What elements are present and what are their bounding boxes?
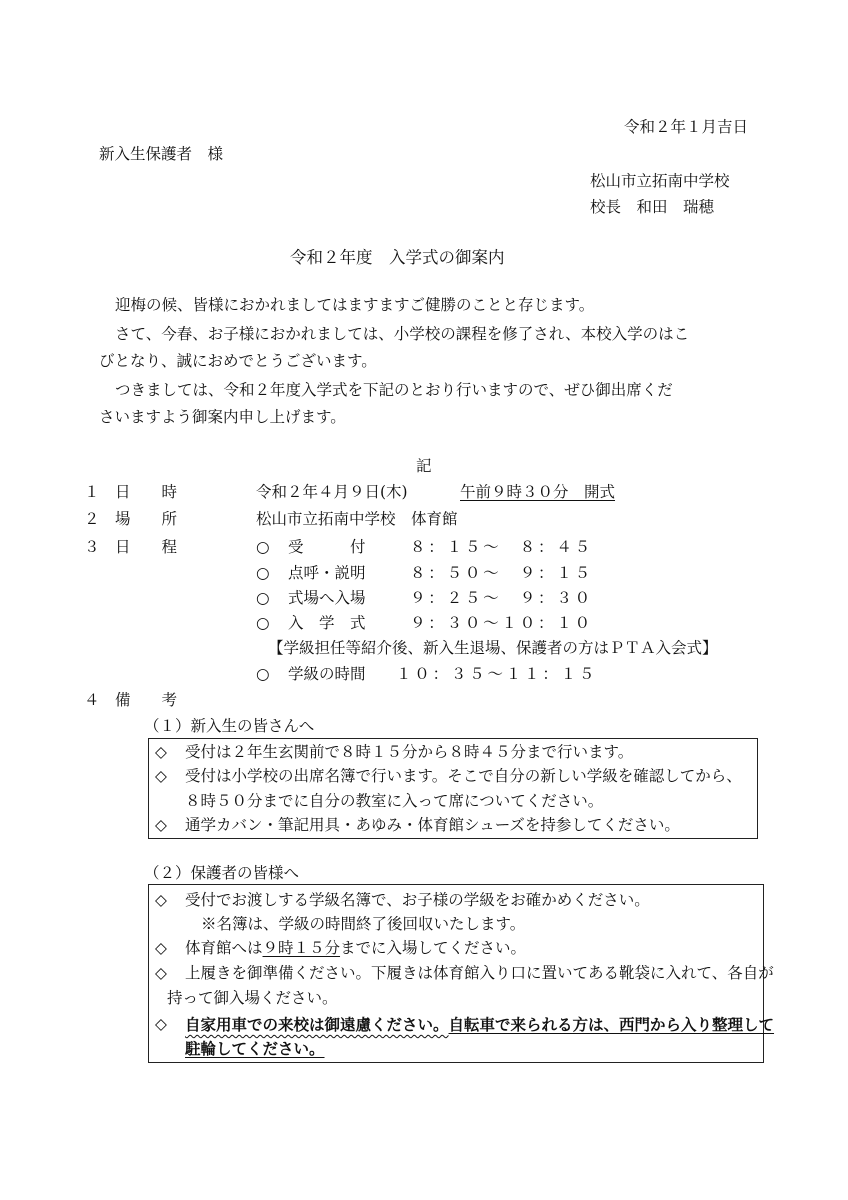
body-line-3: びとなり、誠におめでとうございます。 <box>99 352 377 370</box>
bicycle-notice: 自転車で来られる方は、西門から入り整理して <box>448 1015 775 1034</box>
schedule-mark: ○ <box>256 665 270 683</box>
item-label-place: 場 所 <box>115 510 178 528</box>
ceremony-date: 令和２年４月９日(木) <box>256 483 408 501</box>
schedule-name: 入 学 式 <box>288 614 366 632</box>
entry-time: ９時１５分 <box>262 939 341 957</box>
no-car-notice: 自家用車での来校は御遠慮ください。 <box>185 1015 449 1034</box>
recipient: 新入生保護者 様 <box>99 145 224 163</box>
diamond-bullet: ◇ <box>155 767 167 785</box>
document-date: 令和２年１月吉日 <box>624 118 749 136</box>
diamond-bullet: ◇ <box>155 816 167 834</box>
diamond-bullet: ◇ <box>155 891 167 909</box>
parking-notice <box>185 1017 774 1033</box>
schedule-time: ９：３０～１０：１０ <box>410 614 593 632</box>
diamond-bullet: ◇ <box>155 964 167 982</box>
item-label-datetime: 日 時 <box>115 483 178 501</box>
schedule-time: ８：５０～ ９：１５ <box>410 564 593 582</box>
schedule-note: 【学級担任等紹介後、新入生退場、保護者の方はＰＴＡ入会式】 <box>268 639 718 657</box>
section2-heading: （２）保護者の皆様へ <box>144 864 300 882</box>
schedule-name: 点呼・説明 <box>288 564 366 582</box>
item-number-3: ３ <box>84 538 100 556</box>
document-title: 令和２年度 入学式の御案内 <box>290 248 505 267</box>
item-number-2: ２ <box>84 510 100 528</box>
schedule-mark: ○ <box>256 589 270 607</box>
section1-line: ８時５０分までに自分の教室に入って席についてください。 <box>185 792 604 810</box>
schedule-name: 受 付 <box>288 538 366 556</box>
body-line-4: つきましては、令和２年度入学式を下記のとおり行いますので、ぜひ御出席くだ <box>115 381 673 399</box>
ceremony-place: 松山市立拓南中学校 体育館 <box>256 510 458 528</box>
body-line-1: 迎梅の候、皆様におかれましてはますますご健勝のことと存じます。 <box>115 296 595 314</box>
diamond-bullet: ◇ <box>155 743 167 761</box>
item-number-1: １ <box>84 483 100 501</box>
section1-line: 受付は２年生玄関前で８時１５分から８時４５分まで行います。 <box>185 743 634 761</box>
body-line-2: さて、今春、お子様におかれましては、小学校の課程を修了され、本校入学のはこ <box>115 325 690 343</box>
item-number-4: ４ <box>84 691 100 709</box>
section2-line: 受付でお渡しする学級名簿で、お子様の学級をお確かめください。 <box>185 891 650 909</box>
roster-note: ※名簿は、学級の時間終了後回収いたします。 <box>201 915 526 933</box>
section1-heading: （１）新入生の皆さんへ <box>144 717 315 735</box>
text-segment: までに入場してください。 <box>340 939 527 957</box>
schedule-time: ９：２５～ ９：３０ <box>410 589 593 607</box>
schedule-time: ８：１５～ ８：４５ <box>410 538 593 556</box>
section1-box <box>148 738 758 839</box>
item-label-remarks: 備 考 <box>115 691 178 709</box>
section2-line <box>185 941 526 957</box>
schedule-mark: ○ <box>256 564 270 582</box>
schedule-mark: ○ <box>256 614 270 632</box>
ceremony-time: 午前９時３０分 開式 <box>460 483 616 501</box>
item-label-schedule: 日 程 <box>115 538 178 556</box>
section1-line: 通学カバン・筆記用具・あゆみ・体育館シューズを持参してください。 <box>185 816 680 834</box>
text-segment: 体育館へは <box>185 939 263 957</box>
section2-line: 持って御入場ください。 <box>167 989 338 1007</box>
schedule-mark: ○ <box>256 538 270 556</box>
body-line-5: さいますよう御案内申し上げます。 <box>99 408 346 426</box>
schedule-time: １０：３５～１１：１５ <box>396 665 598 683</box>
school-name: 松山市立拓南中学校 <box>590 172 730 190</box>
section2-line: 上履きを御準備ください。下履きは体育館入り口に置いてある靴袋に入れて、各自が <box>185 964 774 982</box>
diamond-bullet: ◇ <box>155 1015 167 1033</box>
diamond-bullet: ◇ <box>155 939 167 957</box>
section1-line: 受付は小学校の出席名簿で行います。そこで自分の新しい学級を確認してから、 <box>185 767 742 785</box>
schedule-name: 式場へ入場 <box>288 589 366 607</box>
schedule-name: 学級の時間 <box>288 665 366 683</box>
section2-box <box>148 884 775 1063</box>
ki-heading: 記 <box>416 457 432 475</box>
principal-name: 校長 和田 瑞穂 <box>590 198 715 216</box>
bicycle-notice-cont: 駐輪してください。 <box>185 1039 325 1058</box>
